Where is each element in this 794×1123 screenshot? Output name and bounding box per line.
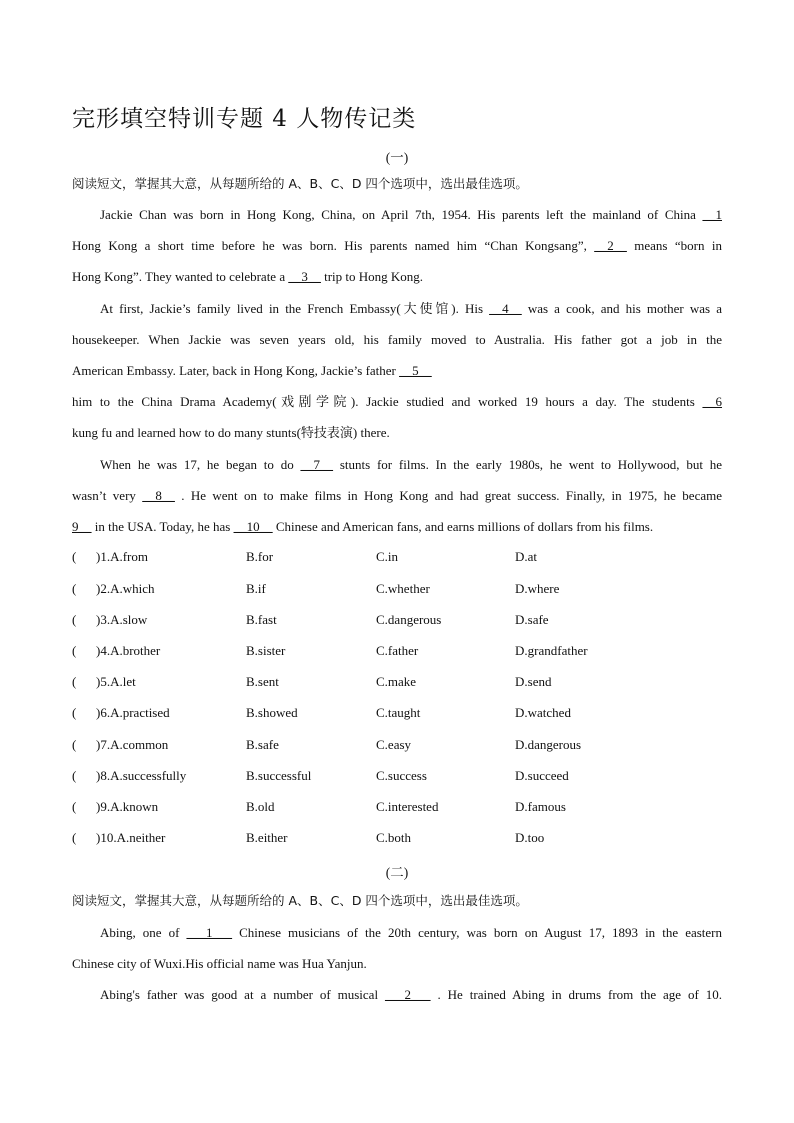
question-row [72,612,722,630]
blank-8[interactable]: __8__ [142,488,175,503]
page-title: 完形填空特训专题 4 人物传记类 [72,106,417,132]
question-row [72,674,722,692]
answer-paren[interactable]: ( [72,674,77,689]
answer-paren[interactable]: ( [72,549,77,564]
blank-10[interactable]: __10__ [233,519,273,534]
answer-paren[interactable]: ( [72,612,77,627]
section-heading-2: (二) [385,865,409,880]
option-c[interactable]: C.in [376,549,399,564]
passage-text: in the USA. Today, he has [94,519,231,534]
question-row [72,705,722,723]
passage-line: kung fu and learned how to do many stunts(特技表演) there. [72,425,390,440]
question-row [72,581,722,599]
blank-2[interactable]: __2__ [594,238,627,253]
answer-paren[interactable]: ( [72,830,77,845]
option-c[interactable]: C.make [376,674,417,689]
passage-text: Chinese musicians of the 20th century, was born on August 17, 1893 in the eastern [239,925,722,940]
option-a[interactable]: )2.A.which [96,581,155,596]
option-a[interactable]: )8.A.successfully [96,768,187,783]
passage-line [72,518,722,536]
blank-9[interactable]: 9__ [72,519,92,534]
passage-line [100,300,722,318]
passage-line [72,362,722,380]
option-b[interactable]: B.safe [246,737,279,752]
option-d[interactable]: D.watched [515,705,571,720]
answer-paren[interactable]: ( [72,768,77,783]
passage-text: Hong Kong a short time before he was born. His parents named him “Chan Kongsang”, [72,238,587,253]
option-b[interactable]: B.if [246,581,266,596]
passage-line [100,456,722,474]
passage-line [72,393,722,411]
passage-text: . He trained Abing in drums from the age of 10. [437,987,723,1002]
option-b[interactable]: B.successful [246,768,312,783]
passage-line [100,924,722,942]
option-d[interactable]: D.famous [515,799,566,814]
question-row [72,737,722,755]
passage-text: . He went on to make films in Hong Kong and had great success. Finally, in 1975, he became [181,488,723,503]
option-a[interactable]: )10.A.neither [96,830,166,845]
option-b[interactable]: B.sent [246,674,279,689]
option-d[interactable]: D.too [515,830,545,845]
answer-paren[interactable]: ( [72,737,77,752]
passage-text: Jackie Chan was born in Hong Kong, China, on April 7th, 1954. His parents left the mainland of China [100,207,696,222]
passage-line: housekeeper. When Jackie was seven years old, his family moved to Australia. His father got a job in the [72,332,722,347]
section-heading-1: (一) [385,150,409,165]
passage-text: stunts for films. In the early 1980s, he went to Hollywood, but he [339,457,723,472]
option-d[interactable]: D.where [515,581,560,596]
passage-text: American Embassy. Later, back in Hong Kong, Jackie’s father [72,363,396,378]
option-b[interactable]: B.either [246,830,288,845]
section-instruction: 阅读短文，掌握其大意，从每题所给的 A、B、C、D 四个选项中，选出最佳选项。 [72,893,528,908]
option-a[interactable]: )5.A.let [96,674,136,689]
passage-text: Chinese and American fans, and earns millions of dollars from his films. [275,519,654,534]
passage-line [72,237,722,255]
option-c[interactable]: C.interested [376,799,439,814]
option-a[interactable]: )6.A.practised [96,705,170,720]
passage-text: At first, Jackie’s family lived in the French Embassy(大使馆). His [100,301,484,316]
question-row [72,799,722,817]
passage-line [100,986,722,1004]
passage-text: means “born in [634,238,723,253]
option-c[interactable]: C.both [376,830,412,845]
answer-paren[interactable]: ( [72,799,77,814]
option-c[interactable]: C.taught [376,705,421,720]
passage-line [72,268,722,286]
section-instruction: 阅读短文，掌握其大意，从每题所给的 A、B、C、D 四个选项中，选出最佳选项。 [72,176,528,191]
option-d[interactable]: D.grandfather [515,643,588,658]
passage-text: Hong Kong”. They wanted to celebrate a [72,269,286,284]
blank-1[interactable]: __1 [702,207,722,222]
passage-line: Chinese city of Wuxi.His official name was Hua Yanjun. [72,956,367,971]
option-c[interactable]: C.success [376,768,427,783]
passage-text: was a cook, and his mother was a [527,301,723,316]
passage-text: When he was 17, he began to do [100,457,294,472]
blank-1[interactable]: ___1___ [186,925,233,940]
passage-text: Abing's father was good at a number of musical [100,987,379,1002]
passage-text: wasn’t very [72,488,136,503]
option-a[interactable]: )9.A.known [96,799,159,814]
option-a[interactable]: )4.A.brother [96,643,161,658]
answer-paren[interactable]: ( [72,705,77,720]
option-c[interactable]: C.easy [376,737,412,752]
passage-text: him to the China Drama Academy(戏剧学院). Jackie studied and worked 19 hours a day. The students [72,394,695,409]
passage-line [72,487,722,505]
option-b[interactable]: B.for [246,549,274,564]
question-row [72,830,722,848]
option-c[interactable]: C.dangerous [376,612,442,627]
option-b[interactable]: B.fast [246,612,277,627]
option-d[interactable]: D.succeed [515,768,569,783]
option-a[interactable]: )1.A.from [96,549,148,564]
option-d[interactable]: D.at [515,549,538,564]
option-b[interactable]: B.old [246,799,275,814]
option-c[interactable]: C.father [376,643,419,658]
blank-5[interactable]: __5__ [399,363,432,378]
blank-4[interactable]: __4__ [489,301,522,316]
question-row [72,549,722,567]
option-b[interactable]: B.sister [246,643,286,658]
blank-2[interactable]: ___2___ [385,987,431,1002]
question-row [72,643,722,661]
option-d[interactable]: D.safe [515,612,549,627]
option-a[interactable]: )7.A.common [96,737,169,752]
option-a[interactable]: )3.A.slow [96,612,148,627]
blank-6[interactable]: __6 [702,394,723,409]
answer-paren[interactable]: ( [72,581,77,596]
option-d[interactable]: D.dangerous [515,737,582,752]
blank-7[interactable]: __7__ [300,457,334,472]
question-row [72,768,722,786]
option-c[interactable]: C.whether [376,581,430,596]
option-b[interactable]: B.showed [246,705,298,720]
passage-line [100,206,722,224]
answer-paren[interactable]: ( [72,643,77,658]
passage-text: Abing, one of [100,925,180,940]
passage-text: trip to Hong Kong. [324,269,424,284]
blank-3[interactable]: __3__ [288,269,321,284]
option-d[interactable]: D.send [515,674,552,689]
